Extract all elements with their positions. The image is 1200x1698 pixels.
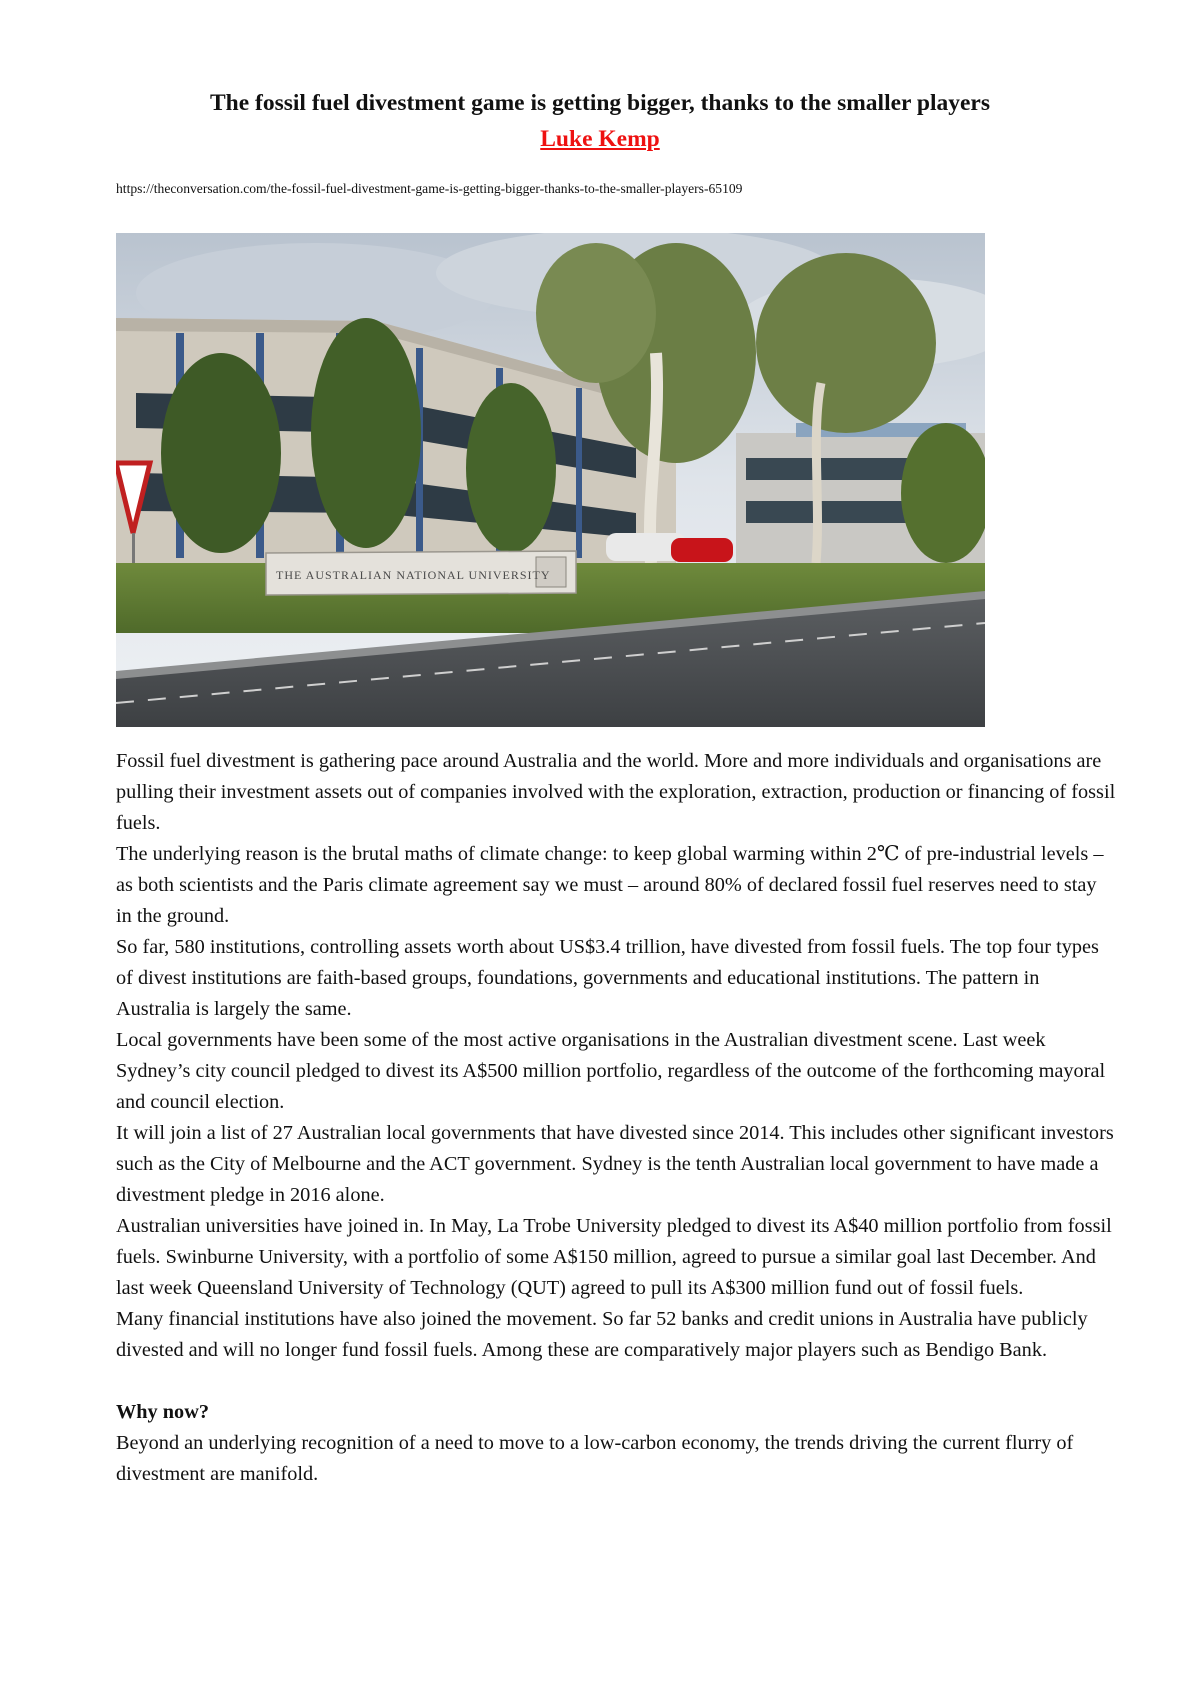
section-heading: Why now? xyxy=(116,1401,209,1423)
paragraph: Beyond an underlying recognition of a need to move to a low-carbon economy, the trends driving the current flurry of divestment are manifold. xyxy=(116,1432,1074,1485)
paragraph: Local governments have been some of the most active organisations in the Australian divestment scene. Last week Sydney’s city council pledged to divest its A$500 million portfolio, regardless of the outcome of the forthcoming mayoral and council election. xyxy=(116,1029,1106,1113)
author-link[interactable]: Luke Kemp xyxy=(540,126,660,152)
paragraph: Australian universities have joined in. In May, La Trobe University pledged to divest its A$40 million portfolio from fossil fuels. Swinburne University, with a portfolio of some A$150 million, agreed to pursue a similar goal last December. And last week Queensland University of Technology (QUT) agreed to pull its A$300 million fund out of fossil fuels. xyxy=(116,1215,1112,1299)
tree xyxy=(161,353,281,553)
paragraph: Many financial institutions have also joined the movement. So far 52 banks and credit unions in Australia have publicly divested and will no longer fund fossil fuels. Among these are comparatively major players such as Bendigo Bank. xyxy=(116,1308,1088,1361)
paragraph: It will join a list of 27 Australian local governments that have divested since 2014. This includes other significant investors such as the City of Melbourne and the ACT government. Sydney is the tenth Australian local government to have made a divestment pledge in 2016 alone. xyxy=(116,1122,1114,1206)
paragraph: The underlying reason is the brutal maths of climate change: to keep global warming within 2℃ of pre-industrial levels – as both scientists and the Paris climate agreement say we must – around 80% of declared fossil fuel reserves need to stay in the ground. xyxy=(116,843,1104,927)
university-sign-text: THE AUSTRALIAN NATIONAL UNIVERSITY xyxy=(276,568,551,582)
article-title: The fossil fuel divestment game is getting bigger, thanks to the smaller players xyxy=(209,90,991,116)
source-url: https://theconversation.com/the-fossil-fuel-divestment-game-is-getting-bigger-thanks-to-the-smaller-players-65109 xyxy=(116,181,743,196)
paragraph: So far, 580 institutions, controlling assets worth about US$3.4 trillion, have divested from fossil fuels. The top four types of divest institutions are faith-based groups, foundations, governments and educational institutions. The pattern in Australia is largely the same. xyxy=(116,936,1099,1020)
campus-photo xyxy=(116,233,985,727)
article-body xyxy=(116,746,1116,1490)
paragraph: Fossil fuel divestment is gathering pace around Australia and the world. More and more individuals and organisations are pulling their investment assets out of companies involved with the exploration, extraction, production or financing of fossil fuels. xyxy=(116,750,1116,834)
